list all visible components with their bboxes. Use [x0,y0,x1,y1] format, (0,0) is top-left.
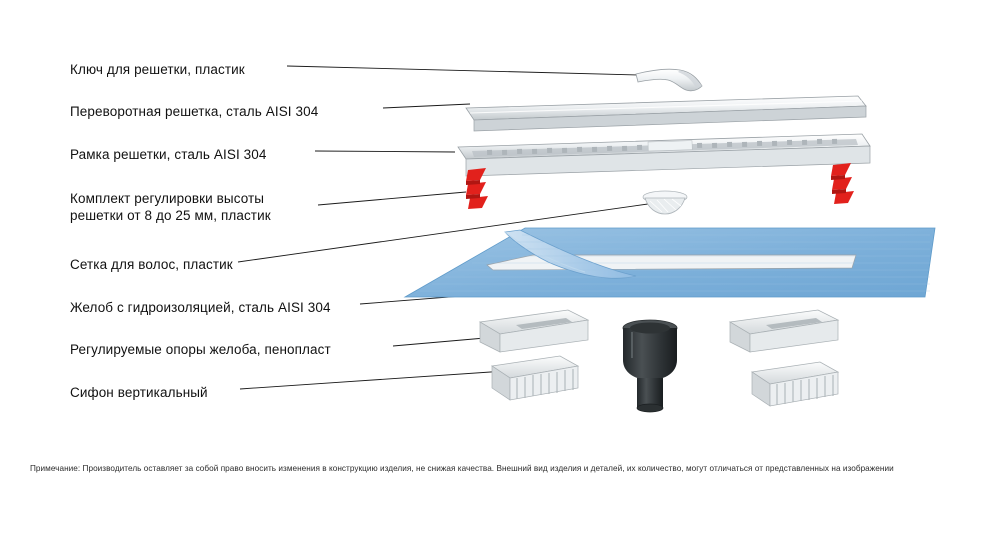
label-adjustable-supports: Регулируемые опоры желоба, пенопласт [70,342,331,357]
label-hair-net: Сетка для волос, пластик [70,257,233,272]
vertical-siphon-part [623,320,677,412]
plastic-key-part [636,69,702,91]
waterproof-membrane [405,228,935,297]
label-channel-waterproof: Желоб с гидроизоляцией, сталь AISI 304 [70,300,331,315]
hair-net-part [643,191,687,214]
label-grate-frame: Рамка решетки, сталь AISI 304 [70,147,267,162]
label-reversible-grate: Переворотная решетка, сталь AISI 304 [70,104,319,119]
label-plastic-key: Ключ для решетки, пластик [70,62,245,77]
label-vertical-siphon: Сифон вертикальный [70,385,208,400]
grate-frame-part [458,134,870,176]
label-height-adjustment: Комплект регулировки высоты решетки от 8 до 25 мм, пластик [70,191,271,223]
footnote-text: Примечание: Производитель оставляет за собой право вносить изменения в конструкцию изделия, не снижая качества. Внешний вид изделия и деталей, их количество, могут отличаться от представленных на изображении [30,464,894,473]
reversible-grate-part [466,96,866,131]
